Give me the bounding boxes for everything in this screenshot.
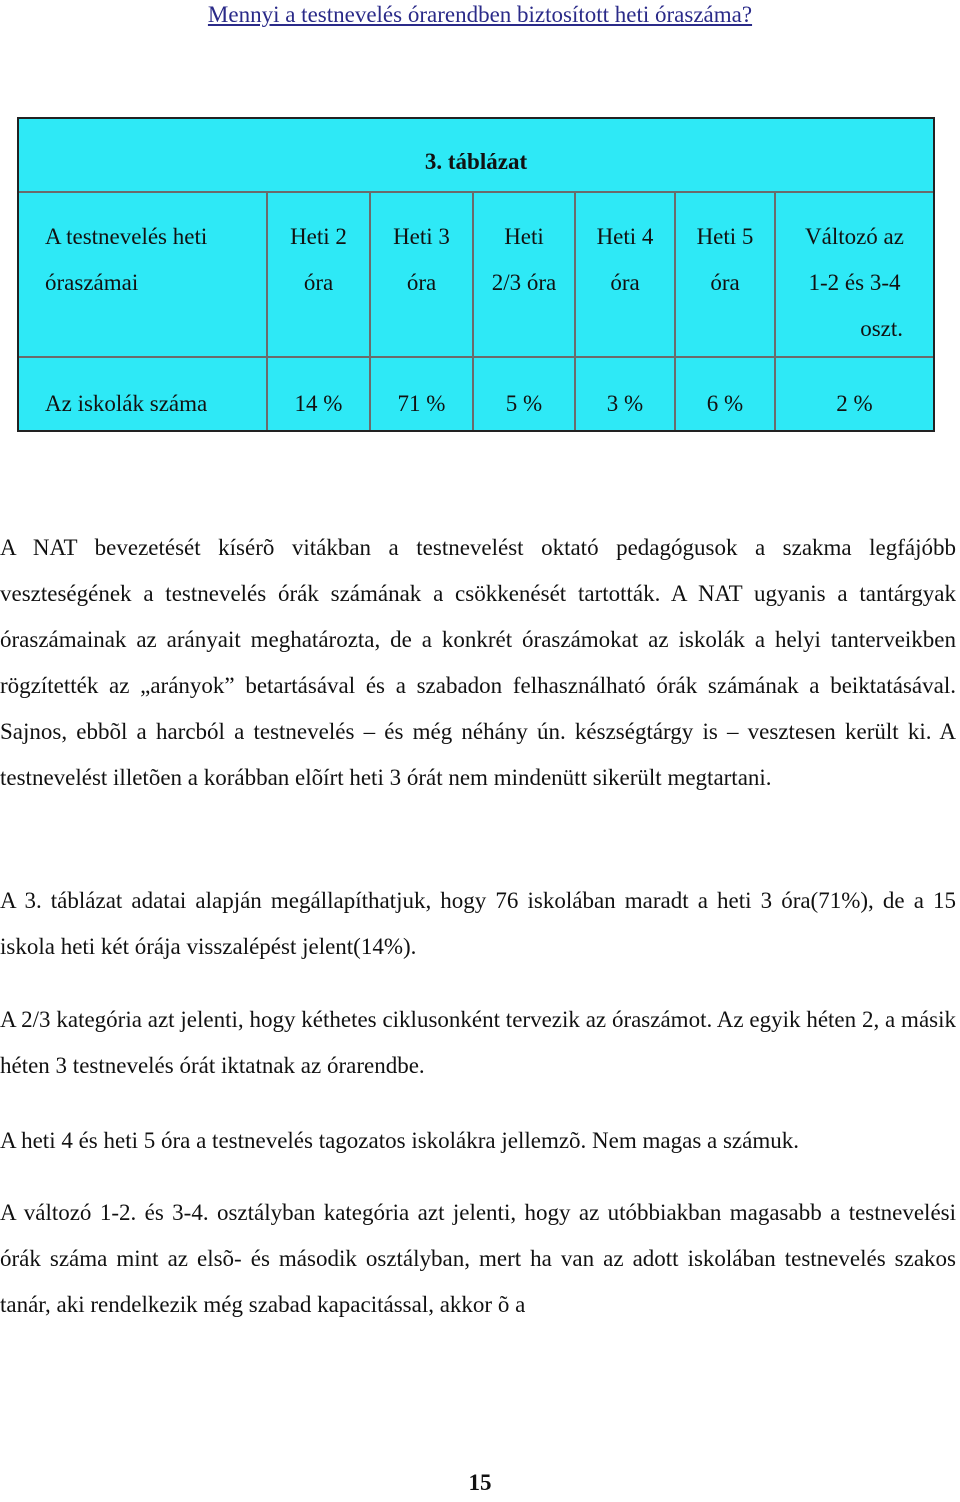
- table-cell: 14 %: [294, 391, 343, 416]
- table-divider: [19, 191, 933, 193]
- body-paragraph: A 2/3 kategória azt jelenti, hogy kéthetes ciklusonként tervezik az óraszámot. Az egyik héten 2, a másik héten 3 testnevelés órát iktatnak az órarendbe.: [0, 1007, 956, 1078]
- page-heading-link[interactable]: Mennyi a testnevelés órarendben biztosított heti óraszáma?: [207, 2, 753, 27]
- table-divider: [19, 356, 933, 358]
- header-cell: Heti 4 óra: [596, 224, 654, 295]
- header-cell: A testnevelés heti óraszámai: [45, 224, 208, 295]
- body-paragraph: A heti 4 és heti 5 óra a testnevelés tagozatos iskolákra jellemzõ. Nem magas a számuk.: [0, 1128, 799, 1153]
- table-cell: 2 %: [836, 391, 873, 416]
- header-cell: Heti 3 óra: [393, 224, 450, 295]
- table-cell: 3 %: [606, 391, 644, 416]
- table-cell: Az iskolák száma: [45, 391, 208, 416]
- header-cell: Heti 2 óra: [290, 224, 347, 295]
- page-number: 15: [468, 1470, 492, 1495]
- body-paragraph: A 3. táblázat adatai alapján megállapíthatjuk, hogy 76 iskolában maradt a heti 3 óra(71%), de a 15 iskola heti két órája visszalépést jelent(14%).: [0, 888, 956, 959]
- header-cell: Heti 5 óra: [696, 224, 754, 295]
- body-paragraph: A NAT bevezetését kísérõ vitákban a testnevelést oktató pedagógusok a szakma legfájóbb veszteségének a testnevelés órák számának a csökkenését tartották. A NAT ugyanis a tantárgyak óraszámainak az arányait meghatározta, de a konkrét óraszámokat az iskolák a helyi tanterveikben rögzítették az „arányok” betartásával és a szabadon felhasználható órák számának a beiktatásával. Sajnos, ebbõl a harcból a testnevelés – és még néhány ún. készségtárgy is – vesztesen került ki. A testnevelést illetõen a korábban elõírt heti 3 órát nem mindenütt sikerült megtartani.: [0, 535, 956, 790]
- header-cell: Heti 2/3 óra: [491, 224, 557, 295]
- table-cell: 6 %: [706, 391, 744, 416]
- header-cell: Változó az 1-2 és 3-4 oszt.: [805, 224, 904, 341]
- hours-table: [17, 117, 935, 432]
- table-caption: 3. táblázat: [424, 149, 528, 174]
- body-paragraph: A változó 1-2. és 3-4. osztályban kategória azt jelenti, hogy az utóbbiakban magasabb a testnevelési órák száma mint az elsõ- és második osztályban, mert ha van az adott iskolában testnevelés szakos tanár, aki rendelkezik még szabad kapacitással, akkor õ a: [0, 1200, 956, 1317]
- table-cell: 5 %: [505, 391, 543, 416]
- table-cell: 71 %: [397, 391, 446, 416]
